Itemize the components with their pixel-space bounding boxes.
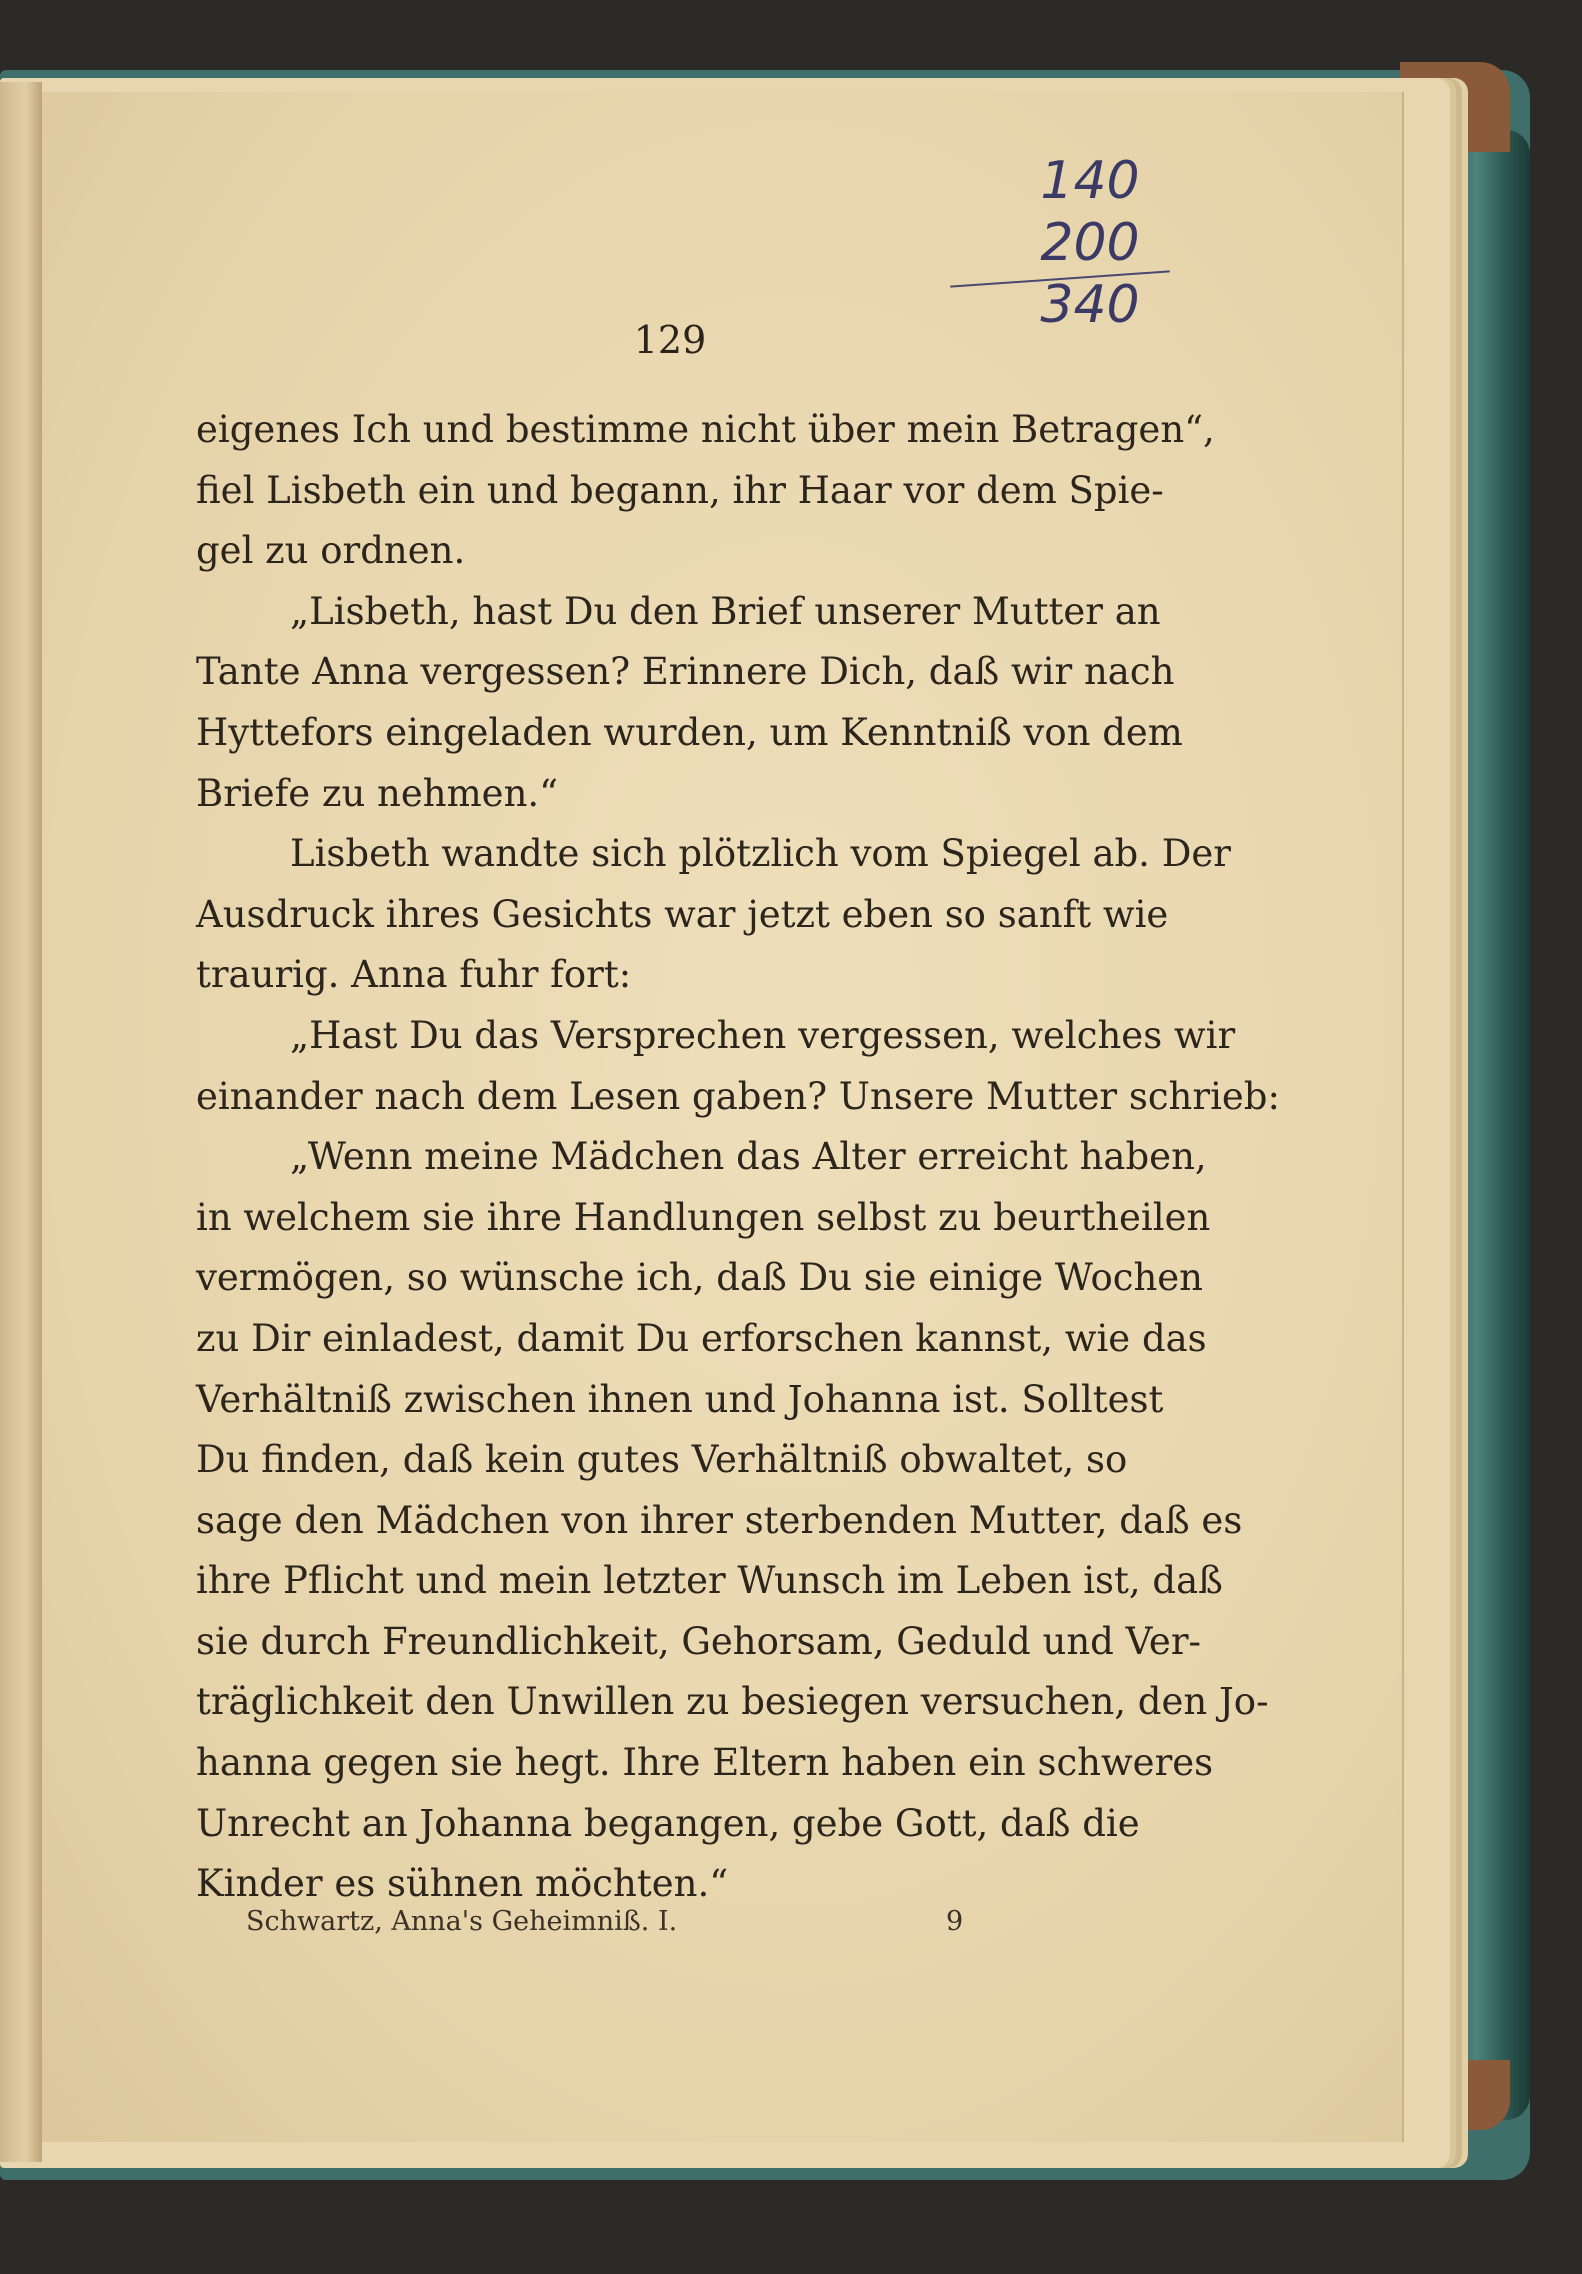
text-line: Unrecht an Johanna begangen, gebe Gott, daß die <box>196 1801 1140 1845</box>
text-line: traurig. Anna fuhr fort: <box>196 953 632 997</box>
text-line: einander nach dem Lesen gaben? Unsere Mutter schrieb: <box>196 1074 1280 1118</box>
text-line: ihre Pflicht und mein letzter Wunsch im Leben ist, daß <box>196 1559 1223 1603</box>
signature-line: Schwartz, Anna's Geheimniß. I. <box>246 1906 678 1937</box>
text-line: Ausdruck ihres Gesichts war jetzt eben so sanft wie <box>196 892 1169 936</box>
book-spine-edge <box>1440 130 1530 2120</box>
handwritten-number: 200 <box>1040 213 1140 273</box>
text-line: hanna gegen sie hegt. Ihre Eltern haben ein schweres <box>196 1741 1214 1785</box>
sheet-number: 9 <box>946 1906 964 1937</box>
left-page-edge <box>0 82 42 2162</box>
handwritten-note <box>1010 150 1170 340</box>
text-line: eigenes Ich und bestimme nicht über mein Betragen“, <box>196 408 1215 451</box>
text-line: sie durch Freundlichkeit, Gehorsam, Geduld und Ver- <box>196 1619 1202 1663</box>
text-line: vermögen, so wünsche ich, daß Du sie einige Wochen <box>196 1256 1204 1300</box>
text-line: Kinder es sühnen möchten.“ <box>196 1862 729 1906</box>
body-text <box>196 400 1280 1915</box>
text-line: sage den Mädchen von ihrer sterbenden Mutter, daß es <box>196 1498 1243 1542</box>
text-line: „Lisbeth, hast Du den Brief unserer Mutter an <box>290 589 1161 633</box>
text-line: Hyttefors eingeladen wurden, um Kenntniß von dem <box>196 710 1183 754</box>
page-number: 129 <box>633 318 707 362</box>
handwritten-number: 140 <box>1040 151 1140 211</box>
text-line: fiel Lisbeth ein und begann, ihr Haar vor dem Spie- <box>196 468 1164 512</box>
text-line: träglichkeit den Unwillen zu besiegen versuchen, den Jo- <box>196 1680 1269 1724</box>
text-line: in welchem sie ihre Handlungen selbst zu beurtheilen <box>196 1195 1211 1239</box>
text-line: gel zu ordnen. <box>196 529 466 573</box>
text-line: Briefe zu nehmen.“ <box>196 771 559 815</box>
text-line: Verhältniß zwischen ihnen und Johanna ist. Solltest <box>196 1377 1164 1421</box>
text-line: „Hast Du das Versprechen vergessen, welches wir <box>290 1013 1236 1057</box>
text-line: Du finden, daß kein gutes Verhältniß obwaltet, so <box>196 1438 1128 1482</box>
text-line: „Wenn meine Mädchen das Alter erreicht haben, <box>290 1135 1207 1179</box>
handwritten-sum: 340 <box>1040 275 1140 335</box>
text-line: Lisbeth wandte sich plötzlich vom Spiegel ab. Der <box>290 832 1231 876</box>
text-line: Tante Anna vergessen? Erinnere Dich, daß wir nach <box>196 650 1175 694</box>
text-line: zu Dir einladest, damit Du erforschen kannst, wie das <box>196 1316 1207 1360</box>
